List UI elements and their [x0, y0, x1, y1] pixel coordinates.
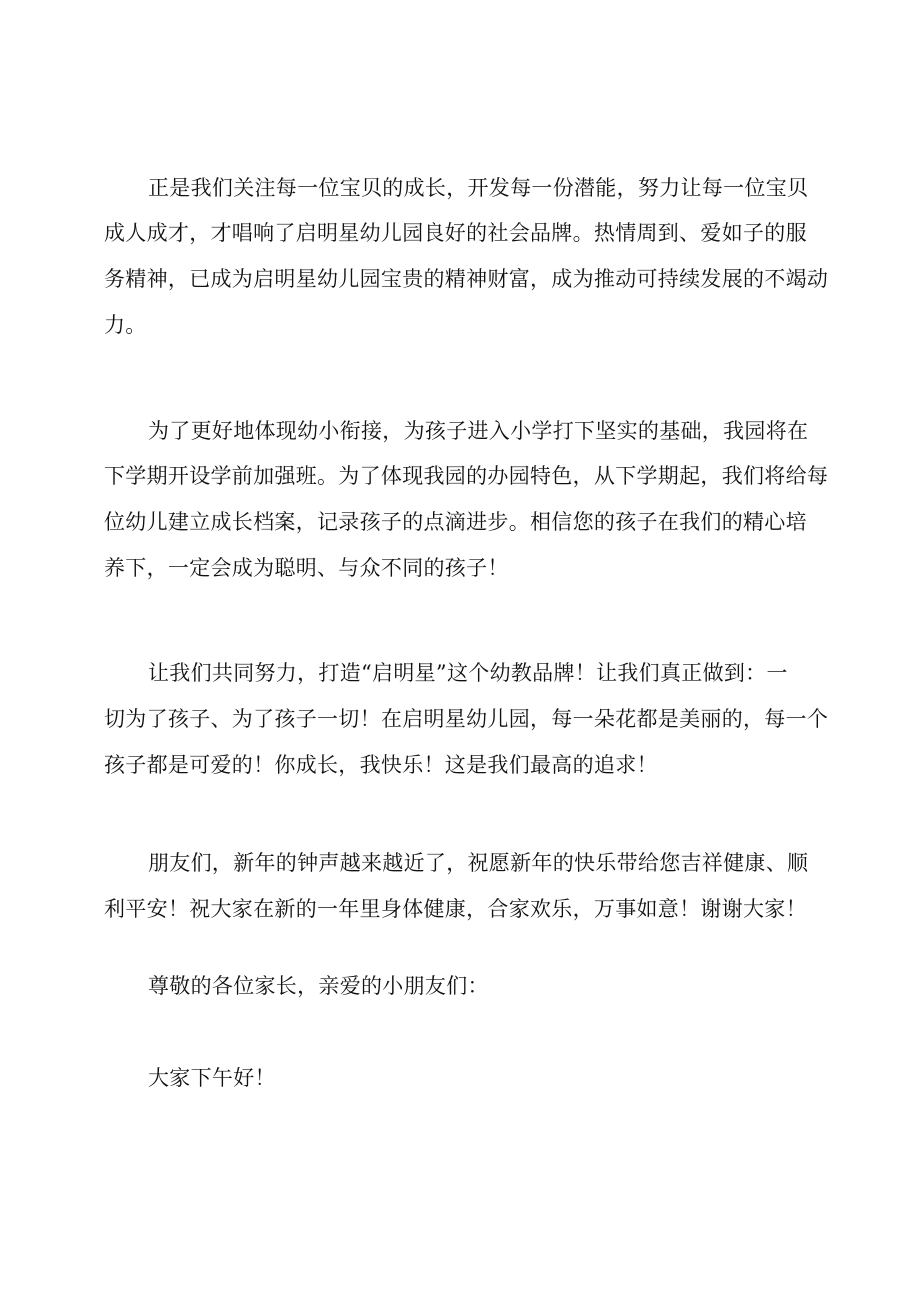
paragraph-3-line-1: 让我们共同努力，打造“启明星”这个幼教品牌！让我们真正做到：一 — [148, 661, 788, 685]
paragraph-1-line-2: 成人成才，才唱响了启明星幼儿园良好的社会品牌。热情周到、爱如子的服 — [104, 221, 807, 245]
paragraph-2-line-1: 为了更好地体现幼小衔接，为孩子进入小学打下坚实的基础，我园将在 — [148, 419, 809, 443]
paragraph-1-line-4: 力。 — [104, 313, 147, 337]
paragraph-2-line-4: 养下，一定会成为聪明、与众不同的孩子！ — [104, 556, 509, 580]
paragraph-4-line-1: 朋友们，新年的钟声越来越近了，祝愿新年的快乐带给您吉祥健康、顺 — [148, 851, 809, 875]
paragraph-3-line-3: 孩子都是可爱的！你成长，我快乐！这是我们最高的追求！ — [104, 753, 658, 777]
paragraph-4-line-2: 利平安！祝大家在新的一年里身体健康，合家欢乐，万事如意！谢谢大家！ — [104, 897, 807, 921]
paragraph-2-line-2: 下学期开设学前加强班。为了体现我园的办园特色，从下学期起，我们将给每 — [104, 464, 829, 488]
salutation: 尊敬的各位家长，亲爱的小朋友们： — [148, 974, 489, 998]
paragraph-2-line-3: 位幼儿建立成长档案，记录孩子的点滴进步。相信您的孩子在我们的精心培 — [104, 510, 807, 534]
paragraph-1-line-3: 务精神，已成为启明星幼儿园宝贵的精神财富，成为推动可持续发展的不竭动 — [104, 267, 829, 291]
greeting: 大家下午好！ — [148, 1066, 276, 1090]
paragraph-3-line-2: 切为了孩子、为了孩子一切！在启明星幼儿园，每一朵花都是美丽的，每一个 — [104, 707, 829, 731]
paragraph-1-line-1: 正是我们关注每一位宝贝的成长，开发每一份潜能，努力让每一位宝贝 — [148, 176, 809, 200]
